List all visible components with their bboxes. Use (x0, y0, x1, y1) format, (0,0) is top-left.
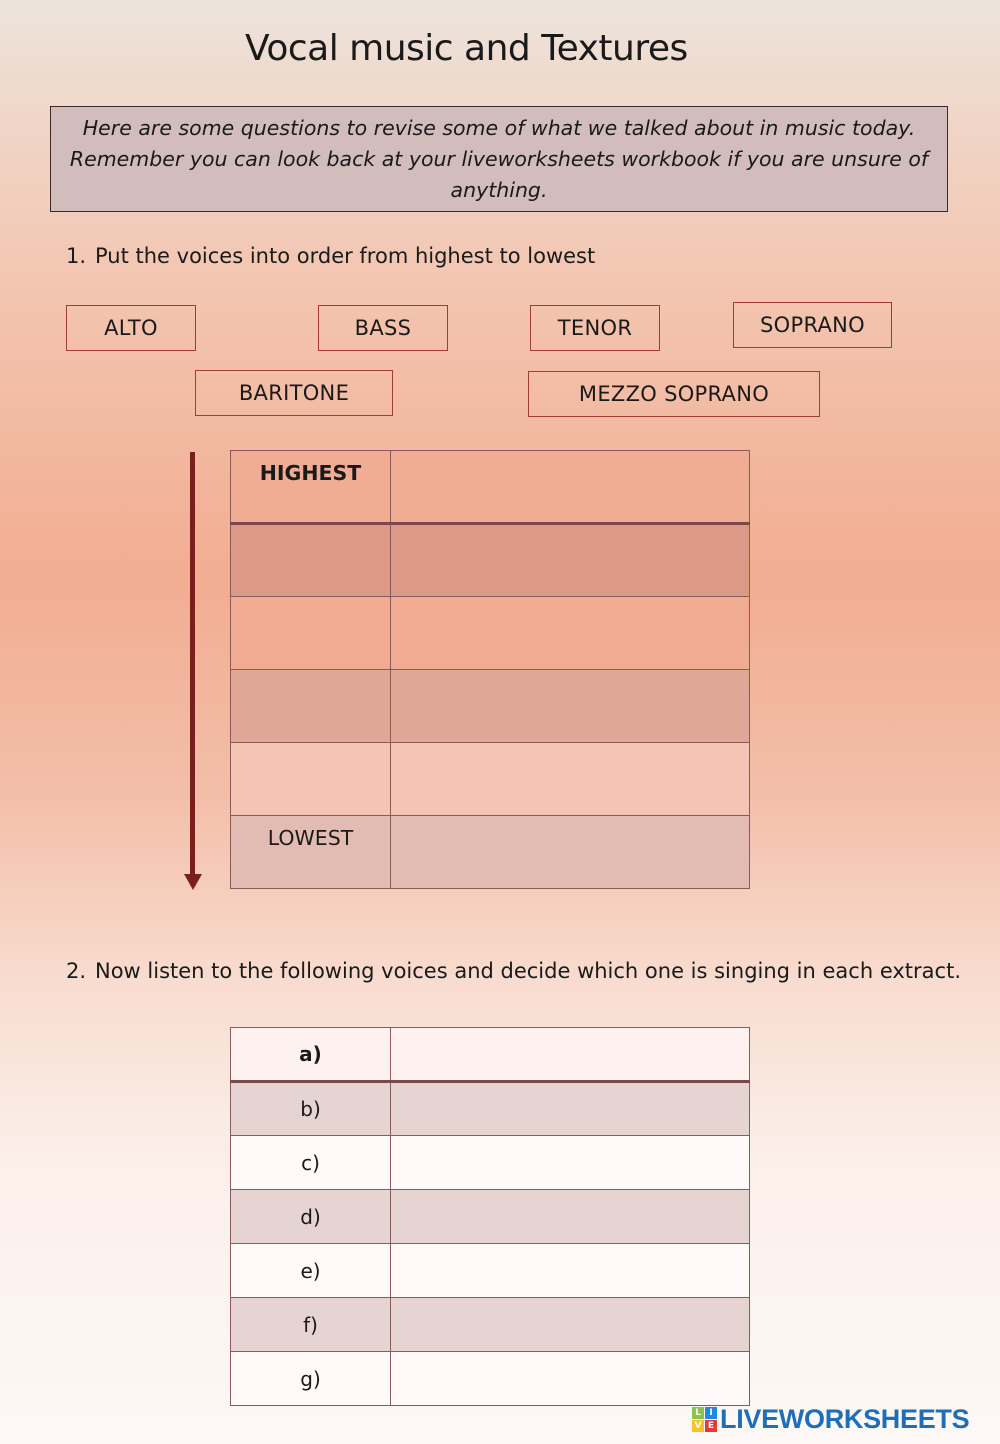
order-answer-6[interactable] (391, 816, 750, 889)
extract-row-d (231, 1190, 750, 1244)
order-row-4 (231, 670, 750, 743)
down-arrow-shaft (190, 452, 195, 876)
order-label-3 (231, 597, 391, 670)
order-row-5 (231, 743, 750, 816)
voice-order-table (230, 450, 750, 889)
order-answer-1[interactable] (391, 451, 750, 524)
extract-answer-d[interactable] (391, 1190, 750, 1244)
voice-chip-soprano[interactable]: SOPRANO (733, 302, 892, 348)
extract-label-a: a) (231, 1028, 391, 1082)
down-arrow-icon (184, 874, 202, 890)
logo-text: LIVEWORKSHEETS (720, 1404, 970, 1434)
voice-chip-tenor[interactable]: TENOR (530, 305, 660, 351)
extract-label-e: e) (231, 1244, 391, 1298)
extract-answer-a[interactable] (391, 1028, 750, 1082)
extract-label-f: f) (231, 1298, 391, 1352)
extract-label-c: c) (231, 1136, 391, 1190)
order-row-6 (231, 816, 750, 889)
question-2 (66, 959, 961, 983)
voice-chip-baritone[interactable]: BARITONE (195, 370, 393, 416)
logo-mark-letter-v: V (692, 1420, 704, 1432)
order-answer-2[interactable] (391, 524, 750, 597)
extract-row-a (231, 1028, 750, 1082)
order-label-6: LOWEST (231, 816, 391, 889)
extract-answer-b[interactable] (391, 1082, 750, 1136)
logo-mark-letter-i: I (705, 1407, 717, 1419)
intro-box (50, 106, 948, 212)
extract-label-b: b) (231, 1082, 391, 1136)
extract-label-g: g) (231, 1352, 391, 1406)
extract-answer-f[interactable] (391, 1298, 750, 1352)
question-2-number: 2. (66, 959, 87, 983)
question-1-text: Put the voices into order from highest to lowest (95, 244, 596, 268)
extract-table (230, 1027, 750, 1406)
intro-text: Here are some questions to revise some of what we talked about in music today. Remember you can look back at your liveworksheets workbook if you are unsure of anything. (69, 115, 929, 202)
extract-row-e (231, 1244, 750, 1298)
order-label-1: HIGHEST (231, 451, 391, 524)
logo-mark-letter-e: E (705, 1420, 717, 1432)
order-answer-3[interactable] (391, 597, 750, 670)
liveworksheets-logo[interactable] (692, 1404, 969, 1435)
extract-answer-e[interactable] (391, 1244, 750, 1298)
logo-mark-letter-l: L (692, 1407, 704, 1419)
extract-row-g (231, 1352, 750, 1406)
voice-chip-mezzo-soprano[interactable]: MEZZO SOPRANO (528, 371, 820, 417)
extract-row-c (231, 1136, 750, 1190)
voice-chip-bass[interactable]: BASS (318, 305, 448, 351)
extract-answer-c[interactable] (391, 1136, 750, 1190)
voice-chip-alto[interactable]: ALTO (66, 305, 196, 351)
order-row-3 (231, 597, 750, 670)
logo-mark-icon (692, 1407, 717, 1432)
order-row-2 (231, 524, 750, 597)
order-row-1 (231, 451, 750, 524)
order-answer-5[interactable] (391, 743, 750, 816)
order-label-2 (231, 524, 391, 597)
order-label-4 (231, 670, 391, 743)
extract-answer-g[interactable] (391, 1352, 750, 1406)
order-answer-4[interactable] (391, 670, 750, 743)
extract-row-b (231, 1082, 750, 1136)
question-1-number: 1. (66, 244, 87, 268)
question-2-text: Now listen to the following voices and decide which one is singing in each extract. (95, 959, 961, 983)
question-1 (66, 244, 595, 268)
extract-label-d: d) (231, 1190, 391, 1244)
page-title: Vocal music and Textures (245, 28, 688, 69)
extract-row-f (231, 1298, 750, 1352)
order-label-5 (231, 743, 391, 816)
